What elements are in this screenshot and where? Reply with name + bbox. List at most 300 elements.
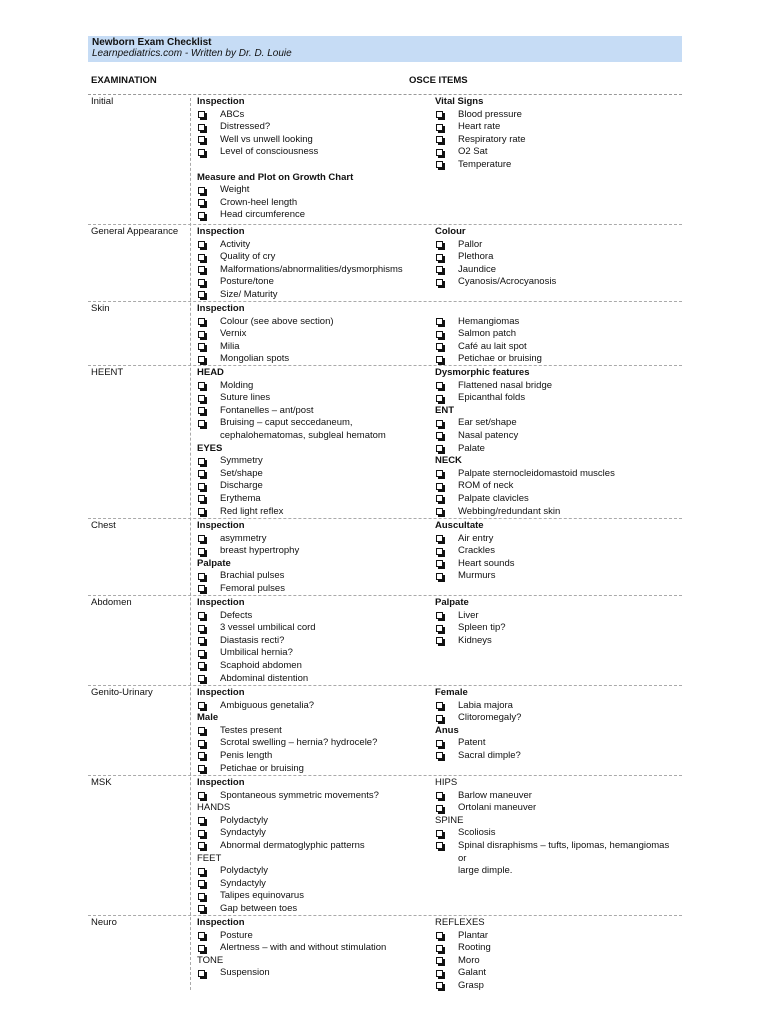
checklist-item [197, 827, 432, 840]
checklist-item [197, 276, 432, 289]
checklist-item [197, 455, 432, 468]
checklist-item [197, 380, 432, 393]
checklist-item [435, 790, 680, 803]
checkbox-icon[interactable] [198, 407, 205, 414]
checkbox-icon[interactable] [198, 495, 205, 502]
checklist-item [435, 610, 680, 623]
checklist-item [197, 468, 432, 481]
checklist-item-text: Flattened nasal bridge [458, 379, 553, 391]
findings-column [435, 917, 680, 993]
checklist-item [435, 506, 680, 519]
checklist-item-text: Plethora [458, 251, 494, 263]
section-neuro [88, 915, 682, 996]
findings-column [435, 226, 680, 289]
checklist-item-text: Defects [220, 609, 253, 621]
checklist-item-text: Spontaneous symmetric movements? [220, 789, 379, 801]
checkbox-icon[interactable] [198, 343, 205, 350]
subsection-heading: Palpate [197, 557, 231, 569]
checkbox-icon[interactable] [198, 817, 205, 824]
checklist-item [197, 763, 432, 776]
findings-column [435, 96, 680, 172]
checkbox-icon[interactable] [198, 830, 205, 837]
checkbox-icon[interactable] [198, 792, 205, 799]
checklist-item [197, 903, 432, 916]
checklist-item [197, 942, 432, 955]
checklist-item [435, 750, 680, 763]
checkbox-icon[interactable] [436, 432, 443, 439]
subsection-heading: Inspection [197, 96, 245, 107]
checklist-item [197, 251, 432, 264]
checklist-item [197, 890, 432, 903]
checklist-item-text: Kidneys [458, 634, 492, 646]
checkbox-icon[interactable] [198, 212, 205, 219]
findings-column [435, 520, 680, 583]
checkbox-icon[interactable] [198, 254, 205, 261]
checklist-item [435, 159, 680, 172]
checklist-item-text: Rooting [458, 942, 491, 954]
checklist-item [435, 264, 680, 277]
checkbox-icon[interactable] [198, 740, 205, 747]
checklist-item [197, 289, 432, 302]
checkbox-icon[interactable] [198, 970, 205, 977]
checkbox-icon[interactable] [436, 625, 443, 632]
checklist-item-text: Hemangiomas [458, 315, 520, 327]
checklist-item [197, 493, 432, 506]
checkbox-icon[interactable] [198, 458, 205, 465]
checkbox-icon[interactable] [436, 957, 443, 964]
checkbox-icon[interactable] [198, 637, 205, 644]
section-label: Initial [91, 96, 114, 107]
section-label: Genito-Urinary [91, 687, 153, 698]
checklist-item [197, 405, 432, 418]
examination-column-header: EXAMINATION [91, 75, 157, 86]
checklist-item [197, 635, 432, 648]
subsection-heading: Inspection [197, 226, 245, 237]
checkbox-icon[interactable] [436, 637, 443, 644]
checklist-item [197, 610, 432, 623]
checkbox-icon[interactable] [436, 279, 443, 286]
checklist-item-text: Scaphoid abdomen [220, 659, 302, 671]
checkbox-icon[interactable] [436, 149, 443, 156]
checklist-item-text: Polydactyly [220, 814, 269, 826]
checkbox-icon[interactable] [198, 932, 205, 939]
inspection-column [197, 917, 432, 980]
checklist-item-text: Discharge [220, 480, 263, 492]
checklist-item [197, 328, 432, 341]
subsection-heading: Inspection [197, 777, 245, 788]
checklist-item [435, 840, 680, 865]
checklist-item-text: Pallor [458, 238, 483, 250]
checklist-item-text: Molding [220, 379, 254, 391]
checklist-item [435, 430, 680, 443]
checklist-item [197, 341, 432, 354]
section-label: Abdomen [91, 597, 132, 608]
checkbox-icon[interactable] [436, 982, 443, 989]
checkbox-icon[interactable] [436, 111, 443, 118]
checkbox-icon[interactable] [198, 111, 205, 118]
checklist-item-text: Size/ Maturity [220, 288, 278, 300]
checklist-item [197, 209, 432, 222]
column-divider [190, 98, 191, 990]
checklist-item-text: Malformations/abnormalities/dysmorphisms [220, 263, 403, 275]
checklist-item [435, 737, 680, 750]
checklist-item-text: Diastasis recti? [220, 634, 285, 646]
checklist-item-text: Palate [458, 442, 485, 454]
section-general-appearance [88, 224, 682, 301]
checklist-item [197, 545, 432, 558]
checkbox-icon[interactable] [436, 792, 443, 799]
checkbox-icon[interactable] [436, 445, 443, 452]
checkbox-icon[interactable] [198, 149, 205, 156]
checklist-item [197, 622, 432, 635]
checkbox-icon[interactable] [198, 880, 205, 887]
checklist-item-text: Posture [220, 929, 253, 941]
checklist-item-text: Talipes equinovarus [220, 890, 304, 902]
checklist-item-text: Moro [458, 954, 480, 966]
findings-column [435, 777, 680, 878]
checkbox-icon[interactable] [198, 842, 205, 849]
checklist-item [197, 184, 432, 197]
checklist-item [435, 417, 680, 430]
checklist-item-text: Plantar [458, 929, 489, 941]
checklist-item-text: Crown-heel length [220, 196, 298, 208]
checkbox-icon[interactable] [436, 356, 443, 363]
checkbox-icon[interactable] [198, 752, 205, 759]
section-skin [88, 301, 682, 365]
checkbox-icon[interactable] [198, 548, 205, 555]
checklist-item [435, 955, 680, 968]
checklist-item-text: Femoral pulses [220, 582, 285, 594]
checklist-item [197, 109, 432, 122]
subsection-heading: Palpate [435, 597, 469, 608]
subsection-heading: Female [435, 687, 468, 698]
subsection-heading: Anus [435, 724, 459, 736]
checkbox-icon[interactable] [198, 331, 205, 338]
checkbox-icon[interactable] [198, 508, 205, 515]
inspection-column [197, 367, 432, 518]
inspection-column [197, 597, 432, 685]
checkbox-icon[interactable] [198, 199, 205, 206]
checklist-item [197, 316, 432, 329]
checkbox-icon[interactable] [198, 868, 205, 875]
checklist-item [435, 468, 680, 481]
checklist-item-text: Nasal patency [458, 429, 519, 441]
checklist-item [435, 239, 680, 252]
checklist-item-text: Bruising – caput seccedaneum, [220, 417, 353, 429]
checkbox-icon[interactable] [198, 765, 205, 772]
checklist-item-text: Syndactyly [220, 827, 266, 839]
checklist-item-text: Suture lines [220, 392, 271, 404]
checkbox-icon[interactable] [436, 842, 443, 849]
checklist-item-continuation: large dimple. [458, 865, 513, 877]
checklist-item-text: Posture/tone [220, 276, 274, 288]
osce-items-column-header: OSCE ITEMS [409, 75, 468, 86]
subsection-heading: Vital Signs [435, 96, 484, 107]
checklist-item-text: Suspension [220, 967, 270, 979]
checklist-item [197, 878, 432, 891]
checkbox-icon[interactable] [198, 945, 205, 952]
checklist-item-text: Polydactyly [220, 865, 269, 877]
checklist-item-text: Sacral dimple? [458, 749, 521, 761]
section-label: Chest [91, 520, 116, 531]
checklist-item-text: Brachial pulses [220, 570, 285, 582]
checkbox-icon[interactable] [198, 318, 205, 325]
checkbox-icon[interactable] [436, 470, 443, 477]
checklist-item-text: Activity [220, 238, 251, 250]
document-title: Newborn Exam Checklist [92, 37, 212, 48]
checkbox-icon[interactable] [198, 356, 205, 363]
subsection-heading: Colour [435, 226, 466, 237]
section-genito-urinary [88, 685, 682, 775]
subsection-heading: SPINE [435, 814, 464, 826]
checklist-item-text: Testes present [220, 724, 282, 736]
checkbox-icon[interactable] [198, 612, 205, 619]
checkbox-icon[interactable] [198, 905, 205, 912]
checklist-item [435, 942, 680, 955]
spacer [197, 159, 432, 172]
inspection-column [197, 96, 432, 222]
checklist-item [435, 251, 680, 264]
checkbox-icon[interactable] [198, 187, 205, 194]
checklist-page [88, 36, 682, 996]
subsection-heading: Male [197, 712, 219, 724]
checkbox-icon[interactable] [436, 932, 443, 939]
findings-column [435, 367, 680, 518]
checkbox-icon[interactable] [436, 945, 443, 952]
section-label: HEENT [91, 367, 124, 378]
checkbox-icon[interactable] [436, 241, 443, 248]
subsection-heading: Auscultate [435, 520, 484, 531]
checklist-item [197, 570, 432, 583]
checkbox-icon[interactable] [436, 395, 443, 402]
checkbox-icon[interactable] [436, 612, 443, 619]
checklist-item [435, 480, 680, 493]
checklist-item [197, 673, 432, 686]
checkbox-icon[interactable] [198, 395, 205, 402]
subsection-heading: HEAD [197, 367, 224, 378]
title-bar [88, 36, 682, 62]
section-label: Neuro [91, 917, 117, 928]
checklist-item [435, 980, 680, 993]
checklist-item [435, 545, 680, 558]
checklist-item [435, 570, 680, 583]
checklist-item-text: Umbilical hernia? [220, 647, 293, 659]
checklist-item-text: Mongolian spots [220, 353, 290, 365]
section-label: Skin [91, 303, 110, 314]
checkbox-icon[interactable] [436, 331, 443, 338]
checkbox-icon[interactable] [436, 702, 443, 709]
checklist-item [435, 121, 680, 134]
checklist-item [197, 930, 432, 943]
checkbox-icon[interactable] [198, 136, 205, 143]
checklist-item-text: Labia majora [458, 699, 513, 711]
checkbox-icon[interactable] [436, 573, 443, 580]
checklist-item [435, 558, 680, 571]
checkbox-icon[interactable] [436, 548, 443, 555]
checkbox-icon[interactable] [198, 727, 205, 734]
checklist-item-text: O2 Sat [458, 146, 488, 158]
checkbox-icon[interactable] [436, 715, 443, 722]
subsection-heading: TONE [197, 954, 224, 966]
checklist-item [435, 700, 680, 713]
checkbox-icon[interactable] [436, 495, 443, 502]
checkbox-icon[interactable] [436, 483, 443, 490]
subsection-heading: REFLEXES [435, 917, 485, 928]
checkbox-icon[interactable] [436, 740, 443, 747]
checklist-item [197, 815, 432, 828]
checklist-item-text: Murmurs [458, 570, 496, 582]
checklist-item [197, 790, 432, 803]
inspection-column [197, 520, 432, 596]
subsection-heading: Inspection [197, 520, 245, 531]
checklist-item-text: Petichae or bruising [220, 762, 304, 774]
checklist-item [435, 635, 680, 648]
checklist-item-text: Blood pressure [458, 108, 522, 120]
checklist-item-text: Level of consciousness [220, 146, 319, 158]
checkbox-icon[interactable] [198, 266, 205, 273]
checklist-item [197, 865, 432, 878]
checkbox-icon[interactable] [198, 573, 205, 580]
subsection-heading: Inspection [197, 303, 245, 314]
checklist-item-text: Scrotal swelling – hernia? hydrocele? [220, 737, 378, 749]
subsection-heading: Dysmorphic features [435, 367, 530, 378]
checklist-item-text: Air entry [458, 532, 494, 544]
checklist-item-text: Salmon patch [458, 328, 517, 340]
checklist-item-text: Barlow maneuver [458, 789, 532, 801]
checklist-item-text: Symmetry [220, 455, 263, 467]
checklist-item-text: Fontanelles – ant/post [220, 404, 314, 416]
checkbox-icon[interactable] [198, 420, 205, 427]
checklist-item [197, 737, 432, 750]
checkbox-icon[interactable] [198, 702, 205, 709]
section-abdomen [88, 595, 682, 685]
inspection-column [197, 777, 432, 916]
checkbox-icon[interactable] [198, 893, 205, 900]
checklist-item [435, 109, 680, 122]
checkbox-icon[interactable] [198, 585, 205, 592]
inspection-column [197, 687, 432, 775]
checklist-item [435, 533, 680, 546]
checklist-item [197, 480, 432, 493]
checklist-item [435, 493, 680, 506]
checklist-item [197, 417, 432, 430]
checkbox-icon[interactable] [436, 318, 443, 325]
checkbox-icon[interactable] [198, 382, 205, 389]
checkbox-icon[interactable] [436, 161, 443, 168]
subsection-heading: Inspection [197, 597, 245, 608]
checklist-item-text: Erythema [220, 492, 261, 504]
checklist-item-text: Epicanthal folds [458, 392, 526, 404]
checkbox-icon[interactable] [436, 752, 443, 759]
inspection-column [197, 226, 432, 302]
checkbox-icon[interactable] [436, 266, 443, 273]
checklist-item-text: Palpate sternocleidomastoid muscles [458, 467, 615, 479]
checkbox-icon[interactable] [198, 241, 205, 248]
section-heent [88, 365, 682, 518]
subsection-heading: EYES [197, 442, 223, 454]
checklist-item-text: Ortolani maneuver [458, 802, 537, 814]
checklist-item-text: Weight [220, 184, 250, 196]
subsection-heading: Inspection [197, 687, 245, 698]
subsection-heading: FEET [197, 852, 222, 864]
checkbox-icon[interactable] [198, 662, 205, 669]
checkbox-icon[interactable] [436, 343, 443, 350]
checklist-item-text: Jaundice [458, 263, 497, 275]
checkbox-icon[interactable] [436, 136, 443, 143]
checklist-item-text: ROM of neck [458, 480, 514, 492]
checklist-item-text: Cyanosis/Acrocyanosis [458, 276, 557, 288]
checklist-item [435, 930, 680, 943]
checkbox-icon[interactable] [198, 675, 205, 682]
checkbox-icon[interactable] [436, 382, 443, 389]
checkbox-icon[interactable] [198, 291, 205, 298]
checkbox-icon[interactable] [436, 970, 443, 977]
subsection-heading: NECK [435, 455, 462, 467]
checkbox-icon[interactable] [198, 535, 205, 542]
checklist-item-text: Distressed? [220, 121, 271, 133]
checklist-item-text: Abdominal distention [220, 672, 309, 684]
checklist-item [435, 712, 680, 725]
checkbox-icon[interactable] [436, 420, 443, 427]
checkbox-icon[interactable] [198, 279, 205, 286]
checklist-item-text: Café au lait spot [458, 340, 527, 352]
checkbox-icon[interactable] [198, 625, 205, 632]
subsection-heading: Measure and Plot on Growth Chart [197, 171, 354, 183]
checkbox-icon[interactable] [198, 470, 205, 477]
checklist-item-text: Petichae or bruising [458, 353, 542, 365]
checklist-item-continuation: cephalohematomas, subgleal hematom [220, 429, 386, 441]
checklist-item [197, 840, 432, 853]
checklist-item-text: Ear set/shape [458, 417, 517, 429]
section-initial [88, 95, 682, 224]
checkbox-icon[interactable] [436, 254, 443, 261]
document-subtitle: Learnpediatrics.com - Written by Dr. D. Louie [92, 48, 292, 59]
checklist-item-text: Respiratory rate [458, 133, 526, 145]
checklist-item-text: Abnormal dermatoglyphic patterns [220, 839, 365, 851]
checklist-item [435, 392, 680, 405]
checklist-item-text: Head circumference [220, 209, 306, 221]
checkbox-icon[interactable] [436, 805, 443, 812]
checkbox-icon[interactable] [436, 560, 443, 567]
checkbox-icon[interactable] [198, 650, 205, 657]
checklist-item [197, 660, 432, 673]
checklist-item-text: Temperature [458, 158, 512, 170]
checklist-item-text: Heart sounds [458, 557, 515, 569]
checklist-item-text: ABCs [220, 108, 245, 120]
checkbox-icon[interactable] [436, 508, 443, 515]
checkbox-icon[interactable] [436, 830, 443, 837]
column-header-row [88, 73, 682, 95]
checklist-item [435, 802, 680, 815]
checklist-item [197, 197, 432, 210]
checklist-item-text: Ambiguous genetalia? [220, 699, 315, 711]
checklist-item-text: Penis length [220, 749, 273, 761]
checkbox-icon[interactable] [436, 535, 443, 542]
sections-container [88, 95, 682, 996]
checklist-item-text: breast hypertrophy [220, 545, 300, 557]
checkbox-icon[interactable] [198, 483, 205, 490]
checkbox-icon[interactable] [436, 124, 443, 131]
checklist-item [197, 700, 432, 713]
checklist-item-text: Scoliosis [458, 827, 496, 839]
section-msk [88, 775, 682, 915]
checklist-item [435, 341, 680, 354]
checklist-item-text: Milia [220, 340, 240, 352]
checklist-item [435, 622, 680, 635]
checkbox-icon[interactable] [198, 124, 205, 131]
checklist-item [197, 750, 432, 763]
checklist-item [435, 967, 680, 980]
